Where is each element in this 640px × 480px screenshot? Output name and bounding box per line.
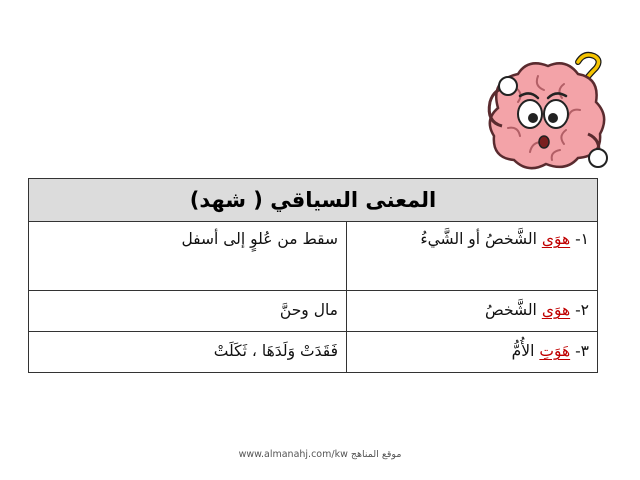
thinking-brain-icon [468,48,614,176]
word-cell [347,332,598,373]
meaning-text: فَقَدَتْ وَلَدَهَا ، ثَكَلَتْ [213,342,338,360]
highlighted-word: هَوَتِ [539,342,571,360]
row-number: ٣- [575,342,589,360]
meaning-text: مال وحنَّ [279,301,338,319]
table-row [29,291,598,332]
word-cell [347,222,598,291]
row-number: ١- [575,230,589,248]
meaning-cell [29,332,347,373]
meaning-cell [29,291,347,332]
word-rest: الأُمُّ [511,342,535,360]
table-row [29,222,598,291]
footer-watermark: www.almanahj.com/kw موقع المناهج [238,449,402,460]
meaning-text: سقط من عُلوٍ إلى أسفل [181,230,338,248]
table-row [29,332,598,373]
word-rest: الشَّخصُ [485,301,537,319]
contextual-meaning-table [28,178,598,373]
highlighted-word: هوَى [541,301,571,319]
table-header: المعنى السياقي ( شهد) [29,179,598,222]
highlighted-word: هوَى [541,230,571,248]
word-cell [347,291,598,332]
word-rest: الشَّخصُ أو الشَّيءُ [420,230,537,248]
row-number: ٢- [575,301,589,319]
meaning-cell [29,222,347,291]
